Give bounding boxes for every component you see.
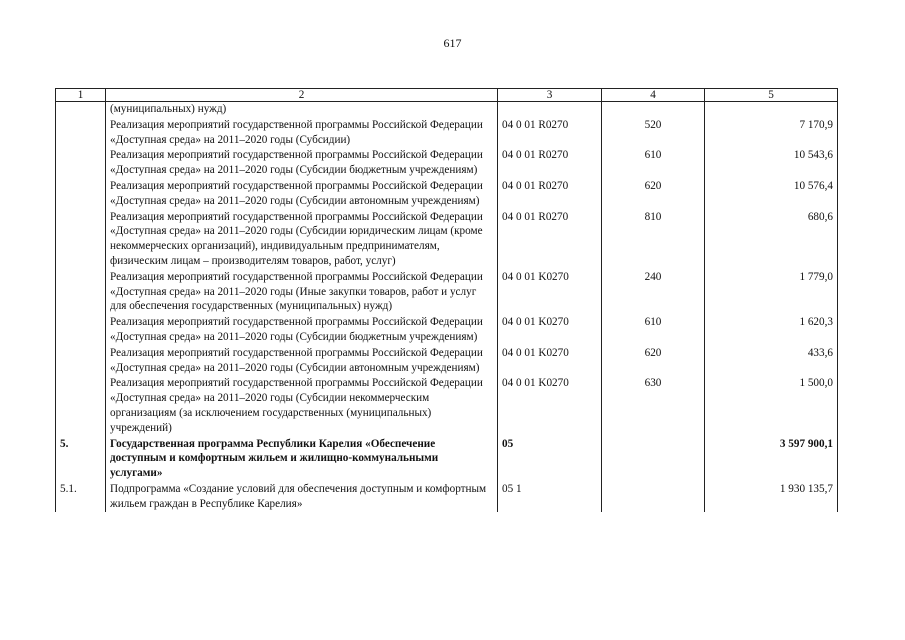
table-row <box>56 314 838 345</box>
row-amount: 10 543,6 <box>705 147 838 178</box>
row-name: Реализация мероприятий государственной программы Российской Федерации «Доступная среда» на 2011–2020 годы (Субсидии автономным учреждениям) <box>106 345 498 376</box>
row-name: Реализация мероприятий государственной программы Российской Федерации «Доступная среда» на 2011–2020 годы (Субсидии автономным учреждениям) <box>106 178 498 209</box>
row-expense-type <box>602 102 705 117</box>
table-row <box>56 102 838 117</box>
row-expense-type: 620 <box>602 178 705 209</box>
row-expense-type: 620 <box>602 345 705 376</box>
row-amount: 3 597 900,1 <box>705 436 838 481</box>
column-header-3: 3 <box>498 89 602 102</box>
row-name: Реализация мероприятий государственной программы Российской Федерации «Доступная среда» на 2011–2020 годы (Субсидии бюджетным учреждениям) <box>106 147 498 178</box>
page-number: 617 <box>443 36 462 50</box>
row-number: 5. <box>56 436 106 481</box>
row-number: 5.1. <box>56 481 106 512</box>
row-amount: 1 930 135,7 <box>705 481 838 512</box>
table-row <box>56 117 838 148</box>
row-number <box>56 375 106 435</box>
column-header-5: 5 <box>705 89 838 102</box>
row-amount: 7 170,9 <box>705 117 838 148</box>
row-code: 04 0 01 K0270 <box>498 375 602 435</box>
row-code: 04 0 01 R0270 <box>498 117 602 148</box>
table-row <box>56 269 838 314</box>
row-code: 04 0 01 R0270 <box>498 178 602 209</box>
table-row <box>56 345 838 376</box>
row-amount: 1 500,0 <box>705 375 838 435</box>
row-name: Реализация мероприятий государственной программы Российской Федерации «Доступная среда» на 2011–2020 годы (Субсидии некоммерческим организациям (за исключением государственных (муниципальных) учреждений) <box>106 375 498 435</box>
row-amount: 10 576,4 <box>705 178 838 209</box>
row-code: 04 0 01 K0270 <box>498 314 602 345</box>
column-header-2: 2 <box>106 89 498 102</box>
budget-table <box>55 88 838 512</box>
table-header-row <box>56 89 838 102</box>
row-number <box>56 147 106 178</box>
row-name: Подпрограмма «Создание условий для обеспечения доступным и комфортным жильем граждан в Республике Карелия» <box>106 481 498 512</box>
table-row <box>56 436 838 481</box>
column-header-4: 4 <box>602 89 705 102</box>
row-number <box>56 314 106 345</box>
row-number <box>56 209 106 269</box>
table-row <box>56 481 838 512</box>
row-number <box>56 117 106 148</box>
row-code: 05 <box>498 436 602 481</box>
row-amount <box>705 102 838 117</box>
row-code: 04 0 01 K0270 <box>498 269 602 314</box>
row-number <box>56 345 106 376</box>
table-row <box>56 375 838 435</box>
row-expense-type: 240 <box>602 269 705 314</box>
row-expense-type: 810 <box>602 209 705 269</box>
table-row <box>56 209 838 269</box>
row-name: (муниципальных) нужд) <box>106 102 498 117</box>
row-expense-type: 610 <box>602 314 705 345</box>
row-name: Реализация мероприятий государственной программы Российской Федерации «Доступная среда» на 2011–2020 годы (Субсидии бюджетным учреждениям) <box>106 314 498 345</box>
row-code <box>498 102 602 117</box>
row-expense-type <box>602 481 705 512</box>
row-amount: 1 779,0 <box>705 269 838 314</box>
row-code: 04 0 01 K0270 <box>498 345 602 376</box>
row-number <box>56 102 106 117</box>
row-code: 04 0 01 R0270 <box>498 209 602 269</box>
row-code: 04 0 01 R0270 <box>498 147 602 178</box>
row-amount: 1 620,3 <box>705 314 838 345</box>
row-code: 05 1 <box>498 481 602 512</box>
row-name: Реализация мероприятий государственной программы Российской Федерации «Доступная среда» на 2011–2020 годы (Субсидии юридическим лицам (кроме некоммерческих организаций), индивидуальным предпринимателям, физическим лицам – производителям товаров, работ, услуг) <box>106 209 498 269</box>
row-expense-type: 520 <box>602 117 705 148</box>
row-name: Государственная программа Республики Карелия «Обеспечение доступным и комфортным жильем и жилищно-коммунальными услугами» <box>106 436 498 481</box>
row-amount: 680,6 <box>705 209 838 269</box>
row-number <box>56 178 106 209</box>
row-expense-type: 610 <box>602 147 705 178</box>
row-expense-type: 630 <box>602 375 705 435</box>
table-row <box>56 178 838 209</box>
row-number <box>56 269 106 314</box>
row-amount: 433,6 <box>705 345 838 376</box>
row-expense-type <box>602 436 705 481</box>
row-name: Реализация мероприятий государственной программы Российской Федерации «Доступная среда» на 2011–2020 годы (Субсидии) <box>106 117 498 148</box>
table-row <box>56 147 838 178</box>
row-name: Реализация мероприятий государственной программы Российской Федерации «Доступная среда» на 2011–2020 годы (Иные закупки товаров, работ и услуг для обеспечения государственных (муниципальных) нужд) <box>106 269 498 314</box>
column-header-1: 1 <box>56 89 106 102</box>
